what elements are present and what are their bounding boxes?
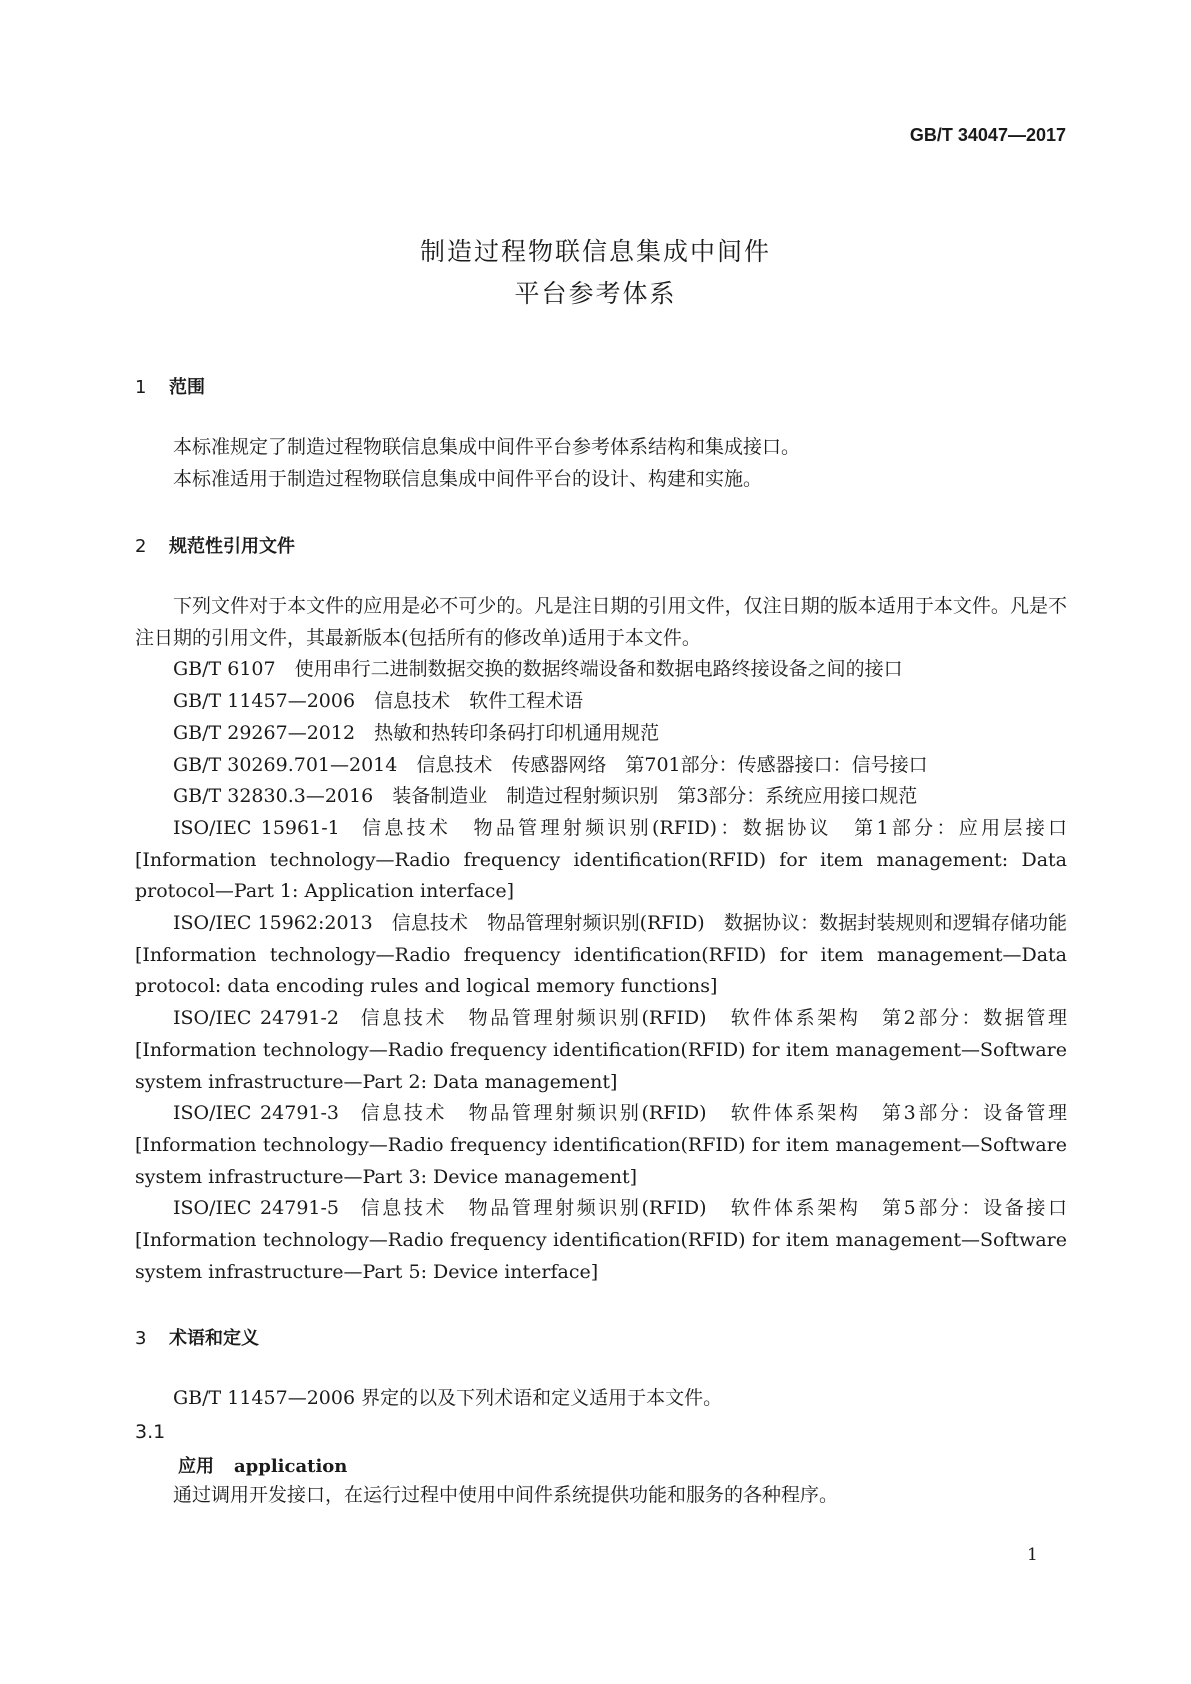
- section-1-body: [135, 432, 1067, 495]
- term-heading: [178, 1452, 347, 1478]
- reference-title: 信息技术 物品管理射频识别(RFID) 软件体系架构 第2部分：数据管理[Information technology—Radio frequency identification(RFID) for item management—Software system infrastructure—Part 2: Data management]: [135, 1007, 1067, 1093]
- reference-item: [135, 781, 1067, 813]
- section-3-body: [135, 1383, 1067, 1415]
- reference-code: GB/T 32830.3—2016: [173, 785, 374, 808]
- reference-item: [135, 1003, 1067, 1098]
- reference-item: [135, 813, 1067, 908]
- page-number: 1: [1027, 1545, 1038, 1565]
- reference-code: ISO/IEC 24791-5: [173, 1197, 340, 1220]
- reference-code: ISO/IEC 24791-2: [173, 1007, 340, 1030]
- section-number: 1: [135, 377, 147, 398]
- section-3-heading: [135, 1324, 259, 1350]
- reference-code: GB/T 11457—2006: [173, 690, 356, 713]
- reference-code: ISO/IEC 15962:2013: [173, 912, 373, 935]
- reference-item: [135, 908, 1067, 1003]
- reference-code: ISO/IEC 15961-1: [173, 816, 340, 839]
- section-number: 2: [135, 536, 147, 557]
- reference-code: GB/T 30269.701—2014: [173, 753, 398, 776]
- reference-code: GB/T 6107: [173, 658, 276, 681]
- reference-list: [135, 654, 1067, 1288]
- reference-title: 热敏和热转印条码打印机通用规范: [374, 721, 660, 744]
- term-definition-block: [135, 1480, 1067, 1512]
- reference-title: 信息技术 传感器网络 第701部分：传感器接口：信号接口: [416, 753, 928, 776]
- term-number: 3.1: [135, 1421, 166, 1443]
- document-title-line-2: 平台参考体系: [514, 279, 677, 308]
- paragraph: 本标准规定了制造过程物联信息集成中间件平台参考体系结构和集成接口。: [173, 436, 801, 458]
- paragraph: GB/T 11457—2006 界定的以及下列术语和定义适用于本文件。: [173, 1387, 723, 1409]
- reference-item: [135, 750, 1067, 782]
- reference-title: 使用串行二进制数据交换的数据终端设备和数据电路终接设备之间的接口: [294, 658, 903, 681]
- section-number: 3: [135, 1328, 147, 1349]
- reference-title: 信息技术 软件工程术语: [374, 690, 584, 713]
- section-title: 范围: [169, 377, 205, 398]
- section-2-heading: [135, 532, 295, 558]
- paragraph: 本标准适用于制造过程物联信息集成中间件平台的设计、构建和实施。: [173, 467, 763, 490]
- reference-title: 装备制造业 制造过程射频识别 第3部分：系统应用接口规范: [392, 785, 918, 808]
- reference-item: [135, 654, 1067, 686]
- reference-title: 信息技术 物品管理射频识别(RFID)：数据协议 第1部分：应用层接口[Information technology—Radio frequency identification(RFID) for item management: Data protocol—Part 1: Application interface]: [135, 816, 1067, 903]
- term-definition: 通过调用开发接口，在运行过程中使用中间件系统提供功能和服务的各种程序。: [173, 1484, 839, 1506]
- section-1-heading: [135, 373, 205, 399]
- reference-item: [135, 686, 1067, 718]
- reference-code: GB/T 29267—2012: [173, 721, 356, 744]
- section-title: 规范性引用文件: [169, 536, 295, 557]
- reference-item: [135, 718, 1067, 750]
- term-en: application: [234, 1456, 348, 1477]
- reference-item: [135, 1193, 1067, 1288]
- section-2-body: [135, 591, 1067, 1288]
- reference-title: 信息技术 物品管理射频识别(RFID) 软件体系架构 第5部分：设备接口[Information technology—Radio frequency identification(RFID) for item management—Software system infrastructure—Part 5: Device interface]: [135, 1197, 1067, 1283]
- term-zh: 应用: [178, 1456, 214, 1477]
- reference-title: 信息技术 物品管理射频识别(RFID) 软件体系架构 第3部分：设备管理[Information technology—Radio frequency identification(RFID) for item management—Software system infrastructure—Part 3: Device management]: [135, 1102, 1067, 1188]
- document-title-line-1: 制造过程物联信息集成中间件: [419, 237, 771, 266]
- reference-title: 信息技术 物品管理射频识别(RFID) 数据协议：数据封装规则和逻辑存储功能[Information technology—Radio frequency identification(RFID) for item management—Data protocol: data encoding rules and logical memory functions]: [135, 912, 1067, 998]
- standard-number: GB/T 34047—2017: [909, 125, 1066, 145]
- reference-item: [135, 1098, 1067, 1193]
- section-title: 术语和定义: [169, 1328, 259, 1349]
- reference-code: ISO/IEC 24791-3: [173, 1102, 340, 1125]
- paragraph: 下列文件对于本文件的应用是必不可少的。凡是注日期的引用文件，仅注日期的版本适用于本文件。凡是不注日期的引用文件，其最新版本(包括所有的修改单)适用于本文件。: [135, 595, 1067, 649]
